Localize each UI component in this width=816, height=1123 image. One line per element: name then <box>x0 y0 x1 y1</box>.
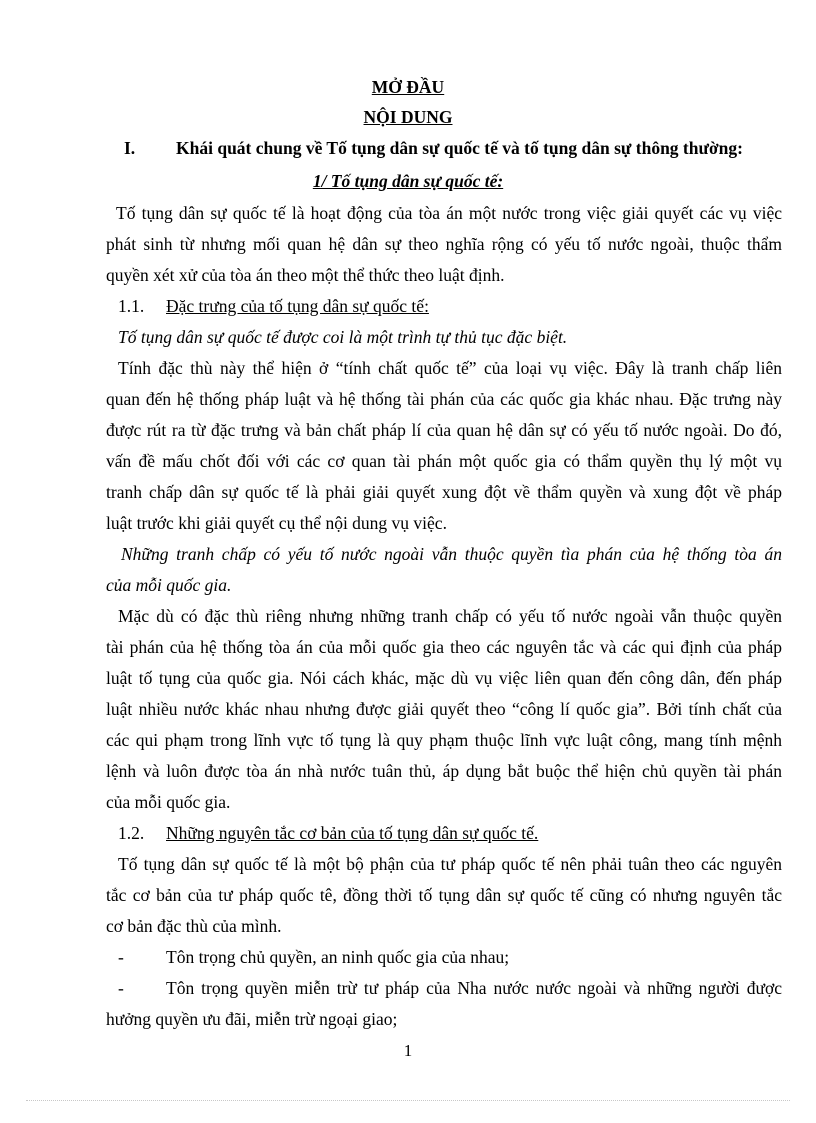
page-number: 1 <box>403 1041 413 1060</box>
paragraph-line: luật trước khi giải quyết cụ thể nội dung vụ việc. <box>106 513 447 533</box>
paragraph-line: được rút ra từ đặc trưng và bản chất pháp lí của quan hệ dân sự có yếu tố nước ngoài. Do đó, <box>106 420 782 440</box>
heading-number: 1.2. <box>118 823 145 843</box>
bullet-dash: - <box>118 978 124 998</box>
italic-paragraph-line: của mỗi quốc gia. <box>106 575 232 595</box>
bullet-text: Tôn trọng quyền miễn trừ tư pháp của Nha nước nước ngoài và những người được <box>166 978 782 998</box>
paragraph-line: tranh chấp dân sự quốc tế là phải giải quyết xung đột về thẩm quyền và xung đột về pháp <box>106 482 782 502</box>
heading-title: Những nguyên tắc cơ bản của tố tụng dân sự quốc tế. <box>166 823 539 843</box>
paragraph-line: Tố tụng dân sự quốc tế là một bộ phận của tư pháp quốc tế nên phải tuân theo các nguyên <box>118 854 782 874</box>
paragraph-line: luật nhiều nước khác nhau nhưng được giải quyết theo “công lí quốc gia”. Bởi tính chất của <box>106 699 782 719</box>
paragraph-line: luật tố tụng của quốc gia. Nói cách khác, mặc dù vụ việc liên quan đến công dân, đến pháp <box>106 668 782 688</box>
paragraph-line: tắc cơ bản của tư pháp quốc tê, đồng thời tố tụng dân sự quốc tế cũng có nhưng nguyên tắc <box>106 885 782 905</box>
title-main: MỞ ĐẦU <box>371 77 445 97</box>
bullet-dash: - <box>118 947 124 967</box>
section-number: I. <box>124 138 136 158</box>
paragraph-line: của mỗi quốc gia. <box>106 792 231 812</box>
paragraph-line: Tính đặc thù này thể hiện ở “tính chất quốc tế” của loại vụ việc. Đây là tranh chấp liên <box>118 358 782 378</box>
paragraph-line: lệnh và luôn được tòa án nhà nước tuân thủ, áp dụng bắt buộc thể hiện chủ quyền tài phán <box>106 761 782 781</box>
bullet-text: Tôn trọng chủ quyền, an ninh quốc gia của nhau; <box>166 947 510 967</box>
paragraph-line: phát sinh từ nhưng mối quan hệ dân sự theo nghĩa rộng có yếu tố nước ngoài, thuộc thẩm <box>106 234 782 254</box>
paragraph-line: các qui phạm trong lĩnh vực tố tụng là quy phạm thuộc lĩnh vực luật công, mang tính mệnh <box>106 730 782 750</box>
paragraph-line: Mặc dù có đặc thù riêng nhưng những tranh chấp có yếu tố nước ngoài vẫn thuộc quyền <box>118 606 782 626</box>
heading-title: Đặc trưng của tố tụng dân sự quốc tế: <box>166 296 429 316</box>
paragraph-line: quan đến hệ thống pháp luật và hệ thống tài phán của các quốc gia khác nhau. Đặc trưng này <box>106 389 782 409</box>
subsection-title: 1/ Tố tụng dân sự quốc tế: <box>312 171 504 191</box>
bullet-text: hưởng quyền ưu đãi, miễn trừ ngoại giao; <box>106 1009 398 1029</box>
paragraph-line: Tố tụng dân sự quốc tế là hoạt động của tòa án một nước trong việc giải quyết các vụ việc <box>116 203 782 223</box>
italic-paragraph-line: Những tranh chấp có yếu tố nước ngoài vẫn thuộc quyền tìa phán của hệ thống tòa án <box>121 544 782 564</box>
page-divider <box>26 1100 790 1101</box>
paragraph-line: tài phán của hệ thống tòa án của mỗi quốc gia theo các nguyên tắc và các qui định của pháp <box>106 637 782 657</box>
italic-statement: Tố tụng dân sự quốc tế được coi là một trình tự thủ tục đặc biệt. <box>118 327 568 347</box>
paragraph-line: cơ bản đặc thù của mình. <box>106 916 282 936</box>
section-title: Khái quát chung về Tố tụng dân sự quốc tế và tố tụng dân sự thông thường: <box>176 138 743 158</box>
heading-number: 1.1. <box>118 296 145 316</box>
title-sub: NỘI DUNG <box>363 107 453 127</box>
paragraph-line: quyền xét xử của tòa án theo một thể thức theo luật định. <box>106 265 505 285</box>
paragraph-line: vấn đề mấu chốt đối với các cơ quan tài phán một quốc gia có thẩm quyền thụ lý một vụ <box>106 451 782 471</box>
